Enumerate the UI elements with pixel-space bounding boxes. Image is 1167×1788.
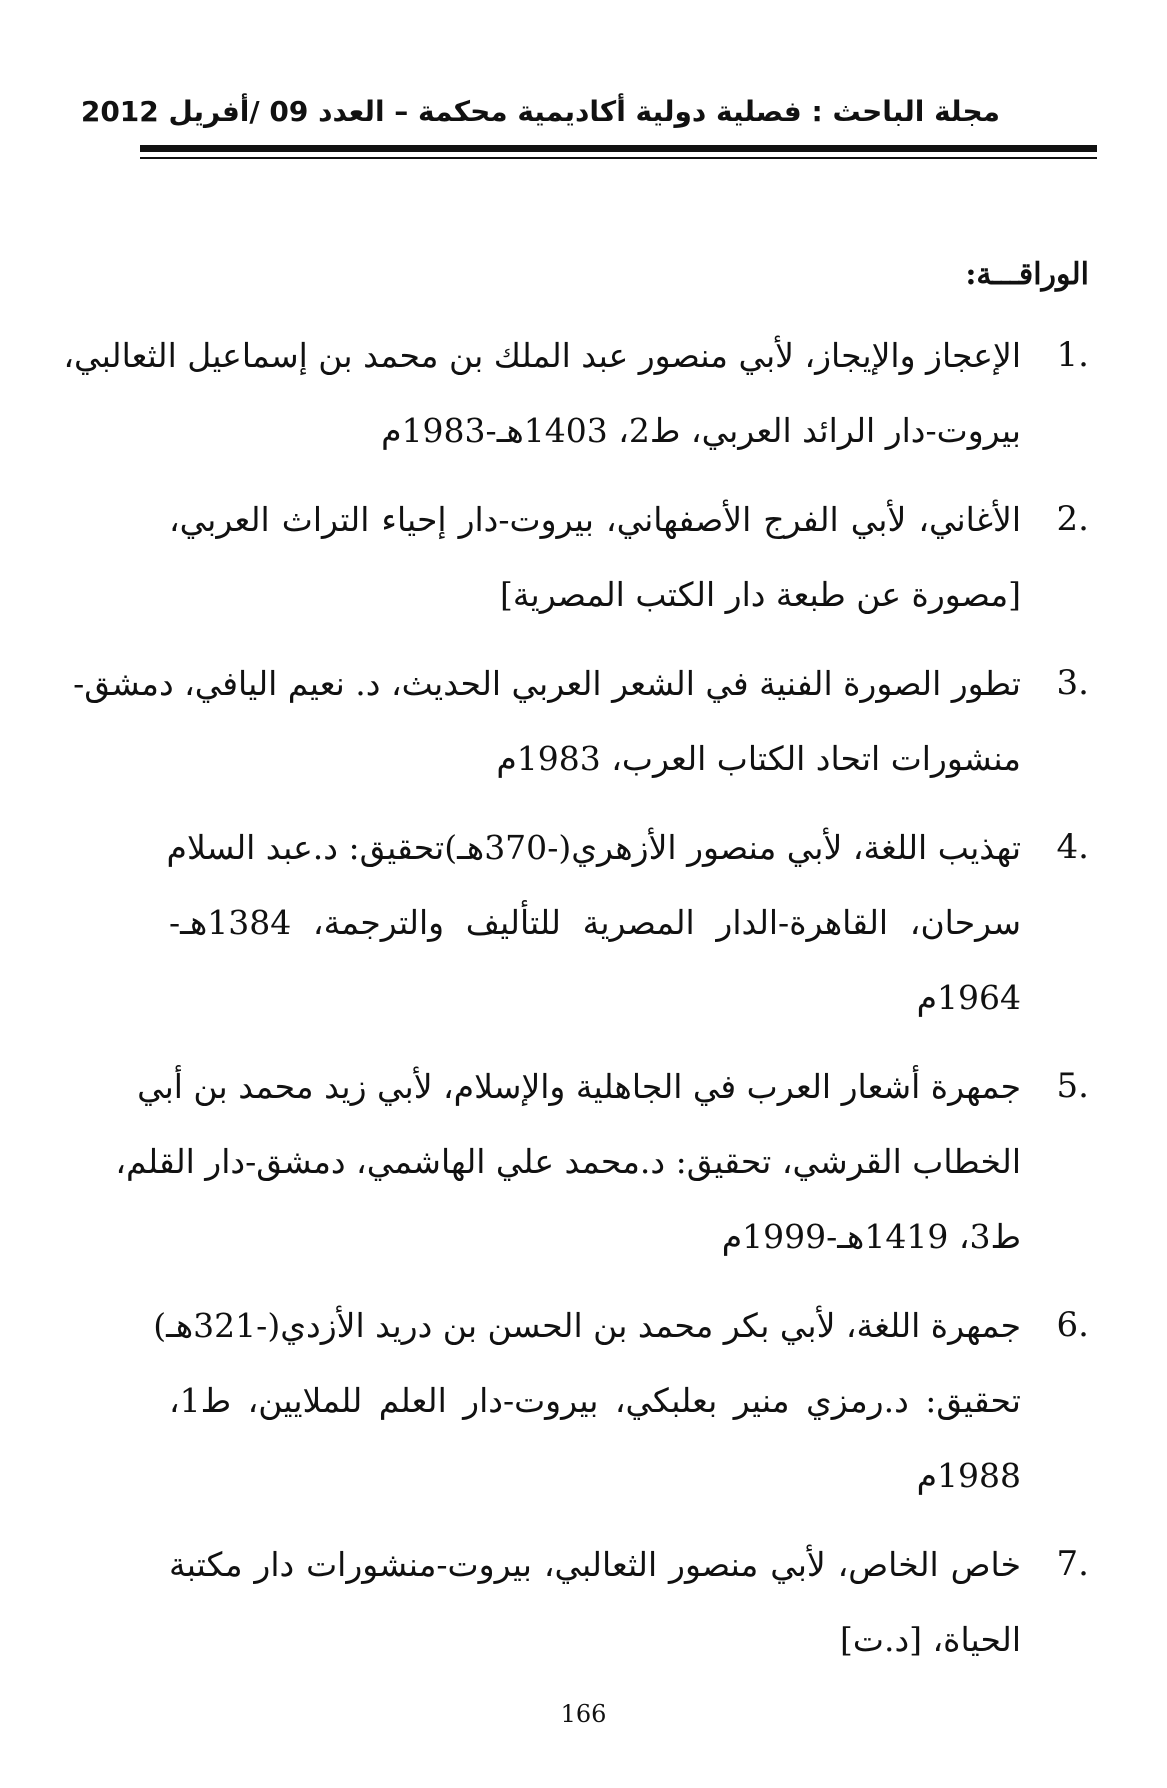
reference-line: تهذيب اللغة، لأبي منصور الأزهري(-370هـ)تحقيق: د.عبد السلام [166,828,1021,867]
reference-line: خاص الخاص، لأبي منصور الثعالبي، بيروت-منشورات دار مكتبة [169,1545,1021,1584]
reference-list [63,318,1089,1691]
reference-number: 2. [1056,499,1089,539]
reference-line: ط3، 1419هـ-1999م [721,1217,1021,1256]
section-title: الوراقـــة: [965,257,1089,292]
reference-item [63,318,1089,468]
reference-item [73,646,1089,796]
reference-number: 6. [1056,1305,1089,1345]
reference-item [169,482,1089,632]
reference-line: تطور الصورة الفنية في الشعر العربي الحديث، د. نعيم اليافي، دمشق- [73,664,1021,703]
reference-number: 5. [1056,1066,1089,1106]
page-number: 166 [560,1700,607,1728]
reference-item [169,1527,1089,1677]
running-header: مجلة الباحث : فصلية دولية أكاديمية محكمة – العدد 09 /أفريل 2012 [80,95,1000,128]
reference-item [153,1288,1089,1513]
reference-line: الإعجاز والإيجاز، لأبي منصور عبد الملك بن محمد بن إسماعيل الثعالبي، [63,336,1021,375]
reference-line: جمهرة اللغة، لأبي بكر محمد بن الحسن بن دريد الأزدي(-321هـ) [153,1306,1021,1345]
reference-line: الخطاب القرشي، تحقيق: د.محمد علي الهاشمي، دمشق-دار القلم، [115,1142,1021,1181]
reference-number: 4. [1056,827,1089,867]
reference-line: جمهرة أشعار العرب في الجاهلية والإسلام، لأبي زيد محمد بن أبي [137,1067,1021,1106]
reference-line: الحياة، [د.ت] [840,1620,1021,1659]
reference-line: الأغاني، لأبي الفرج الأصفهاني، بيروت-دار إحياء التراث العربي، [169,500,1021,539]
reference-number: 3. [1056,663,1089,703]
header-rule-thin [140,157,1097,159]
reference-line: بيروت-دار الرائد العربي، ط2، 1403هـ-1983م [381,411,1021,450]
header-rule-thick [140,145,1097,152]
reference-number: 1. [1056,335,1089,375]
reference-number: 7. [1056,1544,1089,1584]
reference-item [166,810,1089,1035]
reference-line: 1964م [916,978,1021,1017]
reference-line: 1988م [916,1456,1021,1495]
reference-line: تحقيق: د.رمزي منير بعلبكي، بيروت-دار العلم للملايين، ط1، [169,1381,1021,1420]
reference-item [115,1049,1089,1274]
reference-line: منشورات اتحاد الكتاب العرب، 1983م [496,739,1021,778]
reference-line: سرحان، القاهرة-الدار المصرية للتأليف والترجمة، 1384هـ- [169,903,1021,942]
reference-line: [مصورة عن طبعة دار الكتب المصرية] [499,575,1021,614]
